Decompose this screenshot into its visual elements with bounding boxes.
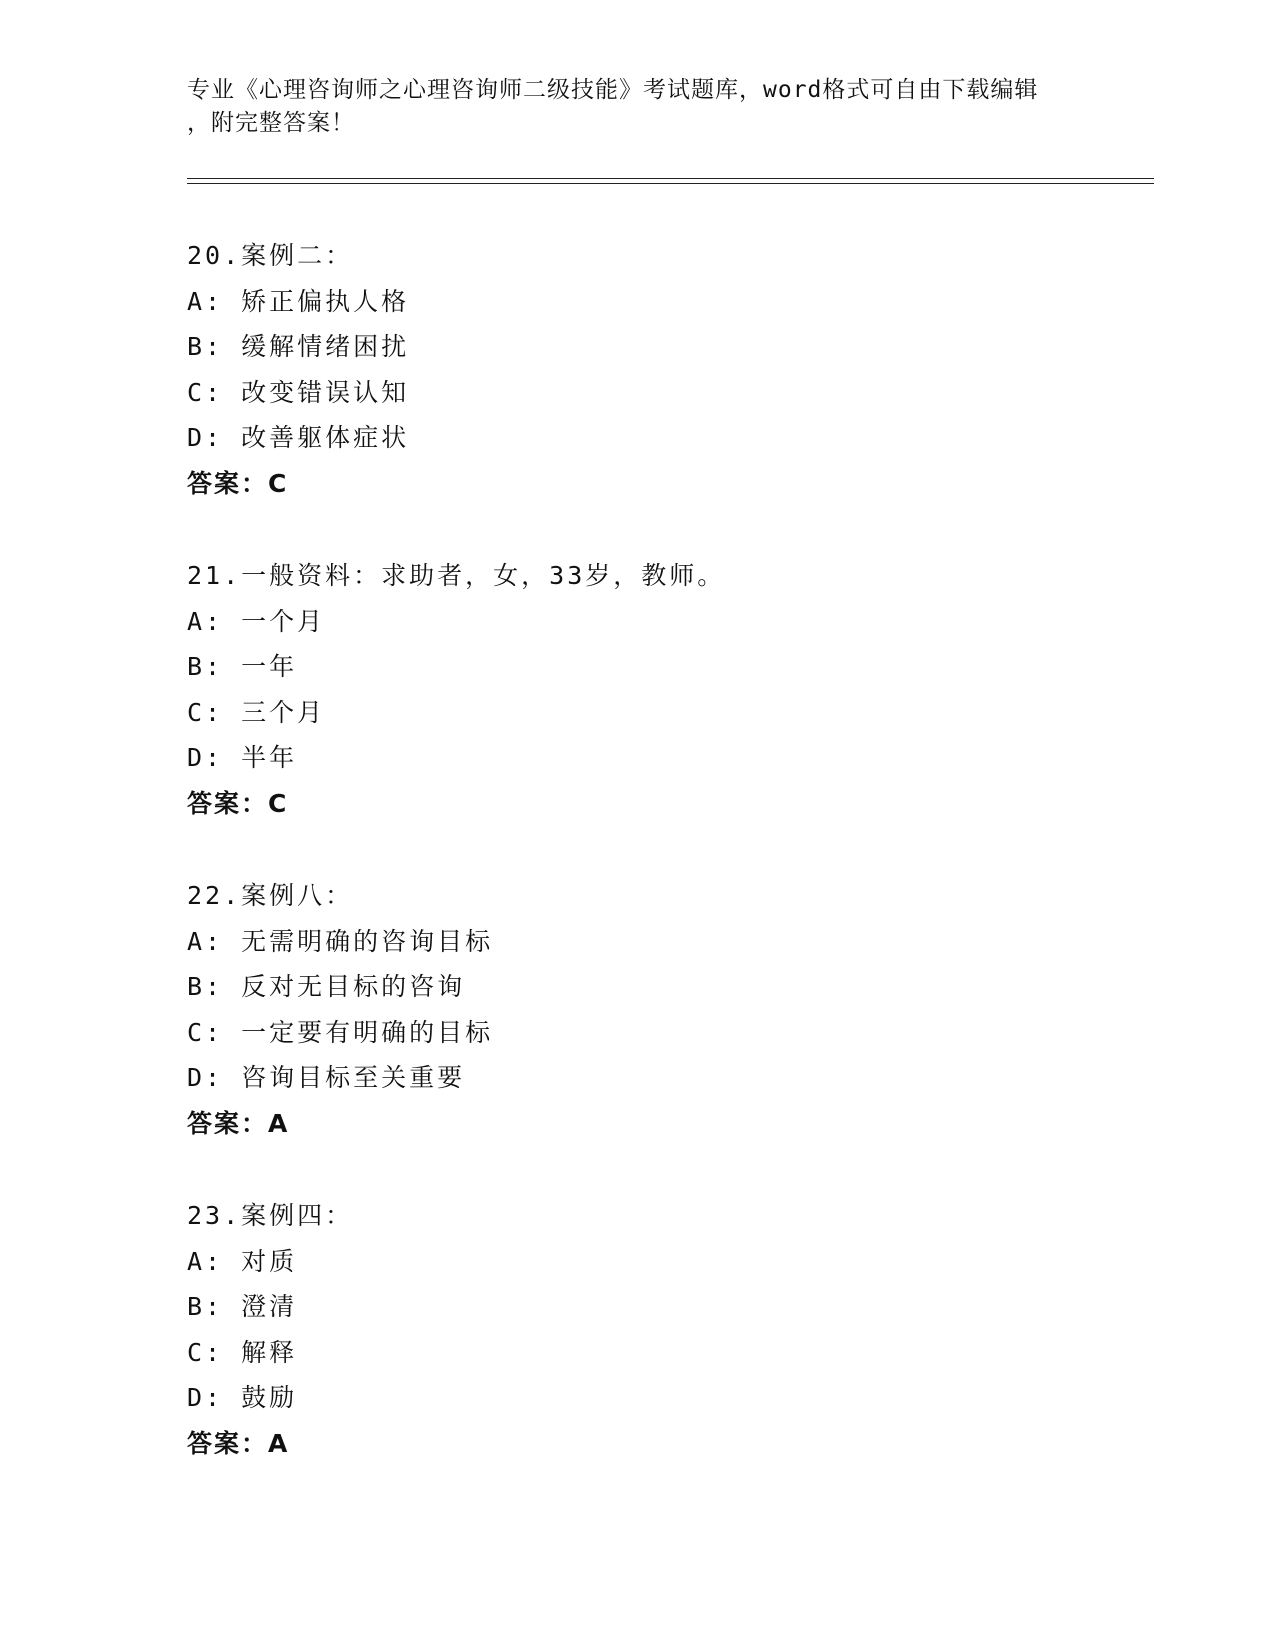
option-d: D: 半年 — [187, 743, 298, 772]
answer-value: C — [268, 788, 288, 818]
header-line-1: 专业《心理咨询师之心理咨询师二级技能》考试题库，word格式可自由下载编辑 — [187, 77, 1039, 103]
option-d: D: 鼓励 — [187, 1383, 298, 1412]
option-b: B: 反对无目标的咨询 — [187, 972, 466, 1001]
answer-label: 答案： — [187, 788, 269, 818]
answer-line — [187, 461, 1087, 507]
answer-line — [187, 1421, 1087, 1467]
answer-label: 答案： — [187, 468, 269, 498]
question-title: 23.案例四： — [187, 1201, 354, 1230]
question-title: 21.一般资料：求助者，女，33岁，教师。 — [187, 561, 726, 590]
answer-label: 答案： — [187, 1428, 269, 1458]
question-block — [187, 233, 1087, 506]
header-divider-top — [187, 178, 1154, 179]
option-c: C: 解释 — [187, 1337, 298, 1367]
answer-label: 答案： — [187, 1108, 269, 1138]
document-header — [187, 74, 1067, 140]
option-a: A: 对质 — [187, 1246, 298, 1276]
question-block — [187, 1193, 1087, 1466]
answer-value: C — [268, 468, 288, 498]
option-d: D: 咨询目标至关重要 — [187, 1063, 466, 1092]
option-a: A: 一个月 — [187, 606, 326, 636]
question-block — [187, 553, 1087, 826]
option-b: B: 澄清 — [187, 1292, 298, 1321]
header-divider-bottom — [187, 183, 1154, 184]
question-title: 20.案例二： — [187, 241, 354, 270]
header-line-2: ，附完整答案！ — [187, 110, 355, 136]
option-a: A: 无需明确的咨询目标 — [187, 926, 494, 956]
answer-value: A — [268, 1108, 289, 1138]
answer-line — [187, 1101, 1087, 1147]
option-d: D: 改善躯体症状 — [187, 423, 410, 452]
question-title: 22.案例八： — [187, 881, 354, 910]
option-b: B: 缓解情绪困扰 — [187, 332, 410, 361]
option-c: C: 三个月 — [187, 697, 326, 727]
option-c: C: 改变错误认知 — [187, 377, 410, 407]
answer-value: A — [268, 1428, 289, 1458]
option-b: B: 一年 — [187, 652, 298, 681]
answer-line — [187, 781, 1087, 827]
question-block — [187, 873, 1087, 1146]
option-c: C: 一定要有明确的目标 — [187, 1017, 494, 1047]
option-a: A: 矫正偏执人格 — [187, 286, 410, 316]
